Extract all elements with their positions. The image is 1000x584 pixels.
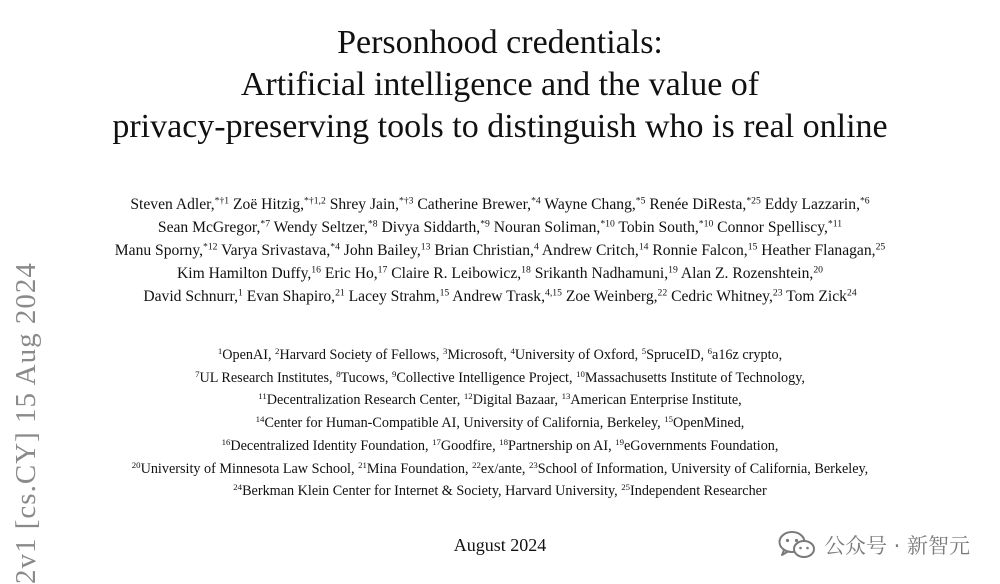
affiliation-name: Mina Foundation, [366,460,473,477]
author-affiliation-marker: *†1 [214,195,230,207]
author [177,265,321,282]
affiliation-number: 24 [233,482,243,493]
affiliation [499,438,615,454]
author-affiliation-marker: 18 [521,264,531,276]
affiliation-number: 11 [258,391,267,402]
title-line: Artificial intelligence and the value of [240,66,760,103]
affiliation-number: 21 [358,459,367,470]
author [417,196,540,213]
author-name: Cedric Whitney, [671,288,773,305]
affiliation-line [40,344,960,367]
affiliation-name: Tucows, [340,369,392,386]
author-name: Shrey Jain, [329,196,399,213]
affiliation [195,370,336,386]
author-name: Ronnie Falcon, [652,242,748,259]
affiliation [464,392,562,408]
author-affiliation-marker: *6 [859,195,870,207]
affiliation-name: Collective Intelligence Project, [396,369,577,386]
author [618,219,713,236]
affiliation-number: 12 [463,391,473,402]
author-affiliation-marker: 13 [420,241,431,253]
author [765,196,870,213]
author [143,288,242,305]
affiliation-number: 23 [528,459,538,470]
affiliation-line [40,435,960,458]
affiliation [233,483,621,499]
affiliation [392,370,576,386]
wechat-icon [778,530,816,560]
affiliation-number: 18 [499,436,508,447]
affiliation-number: 20 [131,459,141,470]
author-name: Eddy Lazzarin, [764,196,860,213]
author-name: Lacey Strahm, [348,288,440,305]
affiliation-name: Decentralization Research Center, [266,392,464,409]
author [535,265,678,282]
author-name: Brian Christian, [434,242,534,259]
author-affiliation-marker: *11 [827,218,843,230]
affiliation-number: 6 [707,346,713,357]
watermark [778,530,970,560]
affiliation [258,392,464,408]
author-affiliation-marker: *25 [746,195,761,207]
affiliation-name: eGovernments Foundation, [623,437,779,454]
affiliation-name: Center for Human-Compatible AI, University of California, Berkeley, [264,415,665,432]
affiliation [615,438,778,454]
author [274,219,378,236]
author-name: John Bailey, [343,242,421,259]
author-name: Sean McGregor, [157,219,261,236]
author-affiliation-marker: *4 [330,241,340,253]
affiliation-name: OpenMined, [673,415,745,432]
author [247,288,345,305]
author-name: Claire R. Leibowicz, [391,265,522,282]
author-name: Alan Z. Rozenshtein, [680,265,814,282]
author-affiliation-marker: 19 [668,264,678,276]
author [786,288,857,305]
author-affiliation-marker: 15 [747,241,758,253]
arxiv-identifier: 2v1 [cs.CY] 15 Aug 2024 [10,262,42,584]
author-name: Nouran Soliman, [493,219,601,236]
affiliation-name: Partnership on AI, [507,437,616,454]
affiliation-number: 14 [255,414,265,425]
affiliation-number: 19 [615,436,624,447]
author-list [40,193,960,308]
affiliation-name: SpruceID, [646,347,708,363]
author-name: Evan Shapiro, [246,288,336,305]
author-line [40,216,960,239]
author [344,242,431,259]
affiliation-name: Harvard Society of Fellows, [279,347,443,363]
author-name: Tobin South, [618,219,699,236]
author-affiliation-marker: *4 [531,195,541,207]
author-name: Tom Zick [786,288,847,305]
affiliation-name: University of Minnesota Law School, [140,460,359,477]
author-name: Kim Hamilton Duffy, [177,265,312,282]
author-name: Heather Flanagan, [761,242,876,259]
author-name: Wendy Seltzer, [273,219,368,236]
author [325,265,387,282]
affiliation-line [40,480,960,503]
author-name: Divya Siddarth, [381,219,481,236]
author-affiliation-marker: 15 [439,287,450,299]
author-affiliation-marker: 1 [238,287,243,299]
affiliation-line [40,458,960,481]
author [434,242,538,259]
affiliation [642,347,708,363]
affiliation-number: 17 [432,436,441,447]
author-line [40,262,960,285]
affiliation-name: UL Research Institutes, [199,369,337,386]
paper-title [40,22,960,148]
author [330,196,414,213]
author-name: Steven Adler, [130,196,215,213]
author [115,242,218,259]
author-line [40,193,960,216]
author-name: Andrew Critch, [541,242,639,259]
affiliation [562,392,742,408]
affiliation-name: ex/ante, [480,460,529,477]
author-affiliation-marker: 21 [335,287,345,299]
author-name: Andrew Trask, [452,288,545,305]
affiliation [472,461,529,477]
author-affiliation-marker: 4 [533,241,539,253]
affiliation-name: Independent Researcher [630,483,767,500]
author [391,265,531,282]
author-affiliation-marker: 23 [772,287,783,299]
author-name: Srikanth Nadhamuni, [534,265,669,282]
author [542,242,649,259]
author-affiliation-marker: 25 [875,241,886,253]
affiliation-name: University of Oxford, [514,347,642,363]
affiliation-number: 15 [664,414,674,425]
author-name: Wayne Chang, [544,196,636,213]
author-affiliation-marker: *10 [600,218,615,230]
affiliation [358,461,472,477]
affiliation-number: 22 [472,459,481,470]
affiliation-number: 3 [442,346,448,357]
affiliation [336,370,392,386]
title-line: privacy-preserving tools to distinguish who is real online [112,108,888,145]
author [381,219,489,236]
author-affiliation-marker: 17 [377,264,388,276]
author [681,265,823,282]
affiliation-name: Decentralized Identity Foundation, [230,437,433,454]
author-name: Renée DiResta, [649,196,747,213]
affiliation [443,347,510,363]
author-affiliation-marker: *8 [367,218,378,230]
affiliation-number: 9 [392,368,397,379]
author [671,288,782,305]
author [761,242,885,259]
author-name: David Schnurr, [143,288,238,305]
author-affiliation-marker: *7 [260,218,271,230]
author-affiliation-marker: 20 [813,264,823,276]
affiliation [432,438,499,454]
affiliation-number: 7 [195,368,200,379]
author-line [40,285,960,308]
affiliation-number: 2 [275,346,280,357]
affiliation [218,347,275,363]
author-name: Zoë Hitzig, [233,196,305,213]
affiliation-number: 13 [561,391,571,402]
affiliation [275,347,443,363]
affiliation-name: a16z crypto, [712,347,783,363]
author-affiliation-marker: *9 [480,218,490,230]
affiliation [664,415,744,431]
author-affiliation-marker: *†1,2 [304,195,326,207]
affiliation-name: Massachusetts Institute of Technology, [584,369,805,386]
affiliation-number: 25 [621,482,631,493]
author [717,219,842,236]
watermark-text: 公众号 · 新智元 [823,534,970,558]
publication-date: August 2024 [453,535,547,555]
affiliation-list [40,344,960,503]
affiliation [576,370,805,386]
affiliation [510,347,641,363]
author-name: Connor Spelliscy, [717,219,828,236]
author-affiliation-marker: 14 [638,241,649,253]
author-line [40,239,960,262]
affiliation-number: 1 [217,346,223,357]
author [130,196,229,213]
author-affiliation-marker: 24 [846,287,857,299]
affiliation-number: 16 [221,436,231,447]
author [566,288,667,305]
author-affiliation-marker: *5 [635,195,646,207]
author [452,288,562,305]
affiliation-name: OpenAI, [222,347,276,363]
author-name: Zoe Weinberg, [565,288,658,305]
author [494,219,615,236]
author [233,196,326,213]
author [158,219,270,236]
author-affiliation-marker: 4,15 [545,287,562,299]
affiliation [708,347,783,363]
affiliation [256,415,665,431]
affiliation-name: Goodfire, [440,437,500,454]
author-affiliation-marker: *12 [203,241,218,253]
affiliation-name: Berkman Klein Center for Internet & Society, Harvard University, [242,483,622,500]
affiliation-number: 10 [576,368,585,379]
affiliation-line [40,389,960,412]
author-name: Eric Ho, [324,265,378,282]
author-name: Catherine Brewer, [417,196,532,213]
author [544,196,645,213]
affiliation [132,461,358,477]
author-name: Varya Srivastava, [221,242,331,259]
author-affiliation-marker: 16 [311,264,321,276]
affiliation-number: 4 [510,346,515,357]
title-line: Personhood credentials: [337,24,663,61]
author [349,288,450,305]
affiliation-line [40,367,960,390]
affiliation-name: Digital Bazaar, [472,392,562,409]
affiliation-number: 8 [336,368,341,379]
affiliation-name: School of Information, University of California, Berkeley, [537,460,869,477]
author [652,242,757,259]
author [221,242,340,259]
affiliation-name: Microsoft, [447,347,511,363]
author-affiliation-marker: *10 [698,218,714,230]
affiliation-name: American Enterprise Institute, [570,392,742,409]
author-affiliation-marker: 22 [657,287,668,299]
affiliation [222,438,433,454]
author-name: Manu Sporny, [114,242,203,259]
affiliation-number: 5 [641,346,647,357]
author-affiliation-marker: *†3 [398,195,414,207]
author [649,196,760,213]
affiliation-line [40,412,960,435]
affiliation [621,483,766,499]
affiliation [529,461,868,477]
